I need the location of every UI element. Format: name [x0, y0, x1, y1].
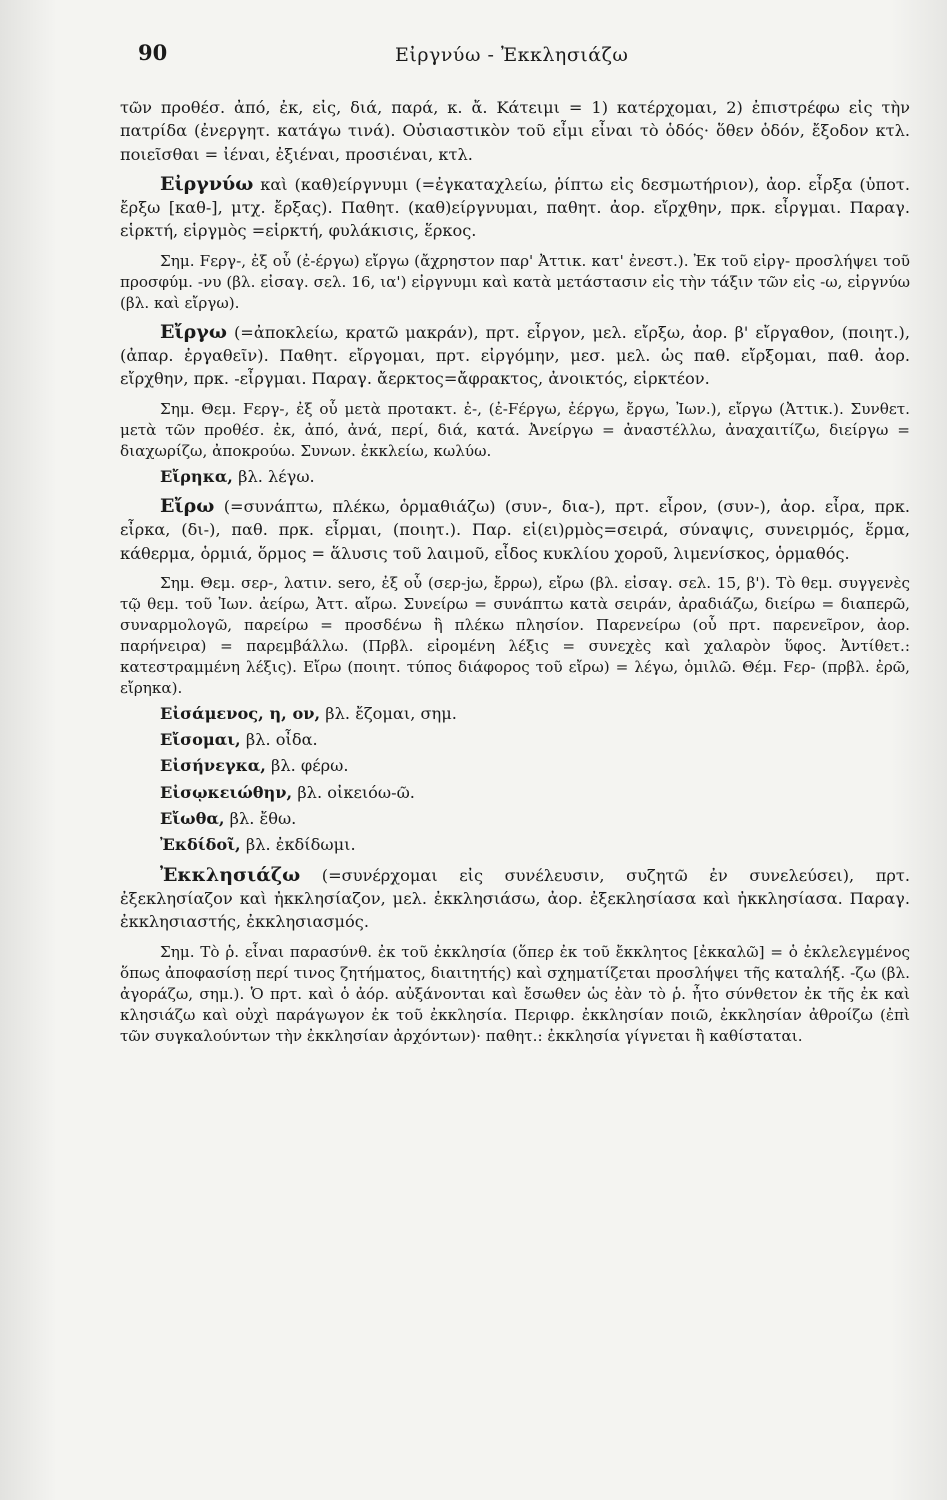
cross-reference-text: βλ. ἐκδίδωμι. [245, 835, 356, 855]
entry-lemma: Εἴρω [160, 494, 215, 517]
cross-reference-text: βλ. φέρω. [271, 756, 349, 776]
entry-text: (=ἀποκλείω, κρατῶ μακράν), πρτ. εἶργον, μελ. εἴρξω, ἀορ. β' εἴργαθον, (ποιητ.), (ἀπαρ. ἐργαθεῖν). Παθητ. εἴργομαι, πρτ. εἰργόμην, μεσ. μελ. ὡς παθ. εἴρξομαι, παθ. ἀορ. εἴρχθην, πρκ. -εἶργμαι. Παραγ. ἄερκτος=ἄφρακτος, ἀνοικτός, εἱρκτέον. [120, 322, 910, 389]
cross-reference-lemma: Εἰσήνεγκα, [160, 756, 266, 776]
cross-reference [120, 807, 910, 830]
entry-lemma: Εἰργνύω [160, 172, 254, 195]
cross-reference [120, 754, 910, 777]
cross-reference-lemma: Εἴρηκα, [160, 466, 233, 486]
entry-text: καὶ (καθ)είργνυμι (=ἐγκαταχλείω, ῥίπτω εἰς δεσμωτήριον), ἀορ. εἶρξα (ὑποτ. ἔρξω [καθ-], μτχ. ἔρξας). Παθητ. (καθ)είργνυμαι, παθητ. ἀορ. εἴρχθην, πρκ. εἶργμαι. Παραγ. εἱρκτή, εἱργμὸς =εἱρκτή, φυλάκισις, ἕρκος. [120, 174, 910, 241]
cross-reference-lemma: Ἐκδίδοῖ, [160, 835, 241, 855]
cross-reference-text: βλ. ἔζομαι, σημ. [325, 703, 457, 723]
dictionary-entry [120, 864, 910, 934]
dictionary-entry [120, 321, 910, 391]
cross-reference-lemma: Εἴωθα, [160, 809, 225, 829]
page-body [120, 96, 910, 1047]
cross-reference-text: βλ. ἔθω. [229, 809, 297, 829]
cross-reference-lemma: Εἰσάμενος, η, ον, [160, 703, 321, 723]
entry-lemma: Εἴργω [160, 320, 227, 343]
dictionary-entry [120, 495, 910, 565]
cross-reference [120, 833, 910, 856]
cross-reference [120, 465, 910, 488]
entry-note: Σημ. Τὸ ῥ. εἶναι παρασύνθ. ἐκ τοῦ ἐκκλησία (ὅπερ ἐκ τοῦ ἔκκλητος [ἐκκαλῶ] = ὁ ἐκλελεγμένος ὅπως ἀποφασίσῃ περί τινος ζητήματος, διαιτητής) καὶ σχηματίζεται προσλήψει τῆς καταλήξ. -ζω (βλ. ἀγοράζω, σημ.). Ὁ πρτ. καὶ ὁ ἀόρ. αὐξάνονται καὶ ἔσωθεν ὡς ἐὰν τὸ ῥ. ἦτο σύνθετον ἐκ τῆς ἐκ καὶ κλησιάζω καὶ οὐχὶ παράγωγον ἐκ τοῦ ἐκκλησία. Περιφρ. ἐκκλησίαν ποιῶ, ἐκκλησίαν ἀθροίζω (ἐπὶ τῶν συγκαλούντων τὴν ἐκκλησίαν ἀρχόντων)· παθητ.: ἐκκλησία γίγνεται ἢ καθίσταται. [120, 942, 910, 1045]
entry-lemma: Ἐκκλησιάζω [160, 863, 301, 886]
page-header [0, 40, 947, 80]
running-head: Εἰργνύω - Ἐκκλησιάζω [395, 44, 629, 66]
cross-reference [120, 702, 910, 725]
cross-reference [120, 781, 910, 804]
cross-reference [120, 728, 910, 751]
entry-text: (=συνέρχομαι εἰς συνέλευσιν, συζητῶ ἐν συνελεύσει), πρτ. ἐξεκλησίαζον καὶ ἠκκλησίαζον, μελ. ἐκκλησιάσω, ἀορ. ἐξεκλησίασα καὶ ἠκκλησίασα. Παραγ. ἐκκλησιαστής, ἐκκλησιασμός. [120, 865, 910, 932]
page-number: 90 [138, 40, 168, 65]
continuation-paragraph: τῶν προθέσ. ἀπό, ἐκ, εἰς, διά, παρά, κ. ἄ. Κάτειμι = 1) κατέρχομαι, 2) ἐπιστρέφω εἰς τὴν πατρίδα (ἐνεργητ. κατάγω τινά). Οὐσιαστικὸν τοῦ εἶμι εἶναι τὸ ὁδός· ὅθεν ὁδόν, ἔξοδον κτλ. ποιεῖσθαι = ἰέναι, ἐξιέναι, προσιέναι, κτλ. [120, 98, 910, 164]
entry-note: Σημ. Fεργ-, ἐξ οὗ (ἐ-έργω) εἴργω (ἄχρηστον παρ' Ἀττικ. κατ' ἐνεστ.). Ἐκ τοῦ εἰργ- προσλήψει τοῦ προσφύμ. -νυ (βλ. εἰσαγ. σελ. 16, ια') εἰργνυμι καὶ κατὰ μετάστασιν εἰς τὴν τάξιν τῶν εἰς -ω, εἰργνύω (βλ. καὶ εἴργω). [120, 251, 910, 312]
dictionary-entry [120, 173, 910, 243]
cross-reference-text: βλ. οἰκειόω-ῶ. [297, 782, 415, 802]
entry-text: (=συνάπτω, πλέκω, ὁρμαθιάζω) (συν-, δια-), πρτ. εἶρον, (συν-), ἀορ. εἶρα, πρκ. εἶρκα, (δι-), παθ. πρκ. εἶρμαι, (ποιητ.). Παρ. εἱ(ει)ρμὸς=σειρά, σύναψις, συνειρμός, ἕρμα, κάθερμα, ὁρμιά, ὅρμος = ἅλυσις τοῦ λαιμοῦ, εἶδος κυκλίου χοροῦ, λιμενίσκος, ὁρμαθός. [120, 496, 910, 563]
cross-reference-lemma: Εἴσομαι, [160, 730, 241, 750]
cross-reference-text: βλ. λέγω. [238, 466, 315, 486]
entry-note: Σημ. Θεμ. Fεργ-, ἐξ οὗ μετὰ προτακτ. ἐ-, (ἐ-Fέργω, ἐέργω, ἔργω, Ἰων.), εἴργω (Ἀττικ.). Συνθετ. μετὰ τῶν προθέσ. ἐκ, ἀπό, ἀνά, περί, διά, κατά. Ἀνείργω = ἀναστέλλω, ἀναχαιτίζω, διείργω = διαχωρίζω, ἀποκρούω. Συνων. ἐκκλείω, κωλύω. [120, 399, 910, 460]
entry-note: Σημ. Θεμ. σερ-, λατιν. sero, ἐξ οὗ (σερ-jω, ἔρρω), εἴρω (βλ. εἰσαγ. σελ. 15, β'). Τὸ θεμ. συγγενὲς τῷ θεμ. τοῦ Ἰων. ἀείρω, Ἀττ. αἴρω. Συνείρω = συνάπτω κατὰ σειράν, ἀραδιάζω, διείρω = διαπερῶ, συναρμολογῶ, παρείρω = προσδένω ἢ πλέκω πλησίον. Παρενείρω (οὗ πρτ. παρενεῖρον, ἀορ. παρήνειρα) = παρεμβάλλω. (Πρβλ. εἰρομένη λέξις = συνεχὲς καὶ χαλαρὸν ὕφος. Ἀντίθετ.: κατεστραμμένη λέξις). Εἴρω (ποιητ. τύπος διάφορος τοῦ εἴρω) = λέγω, ὁμιλῶ. Θέμ. Fερ- (πρβλ. ἐρῶ, εἴρηκα). [120, 573, 910, 697]
cross-reference-text: βλ. οἶδα. [245, 730, 318, 750]
cross-reference-lemma: Εἰσῳκειώθην, [160, 782, 293, 802]
